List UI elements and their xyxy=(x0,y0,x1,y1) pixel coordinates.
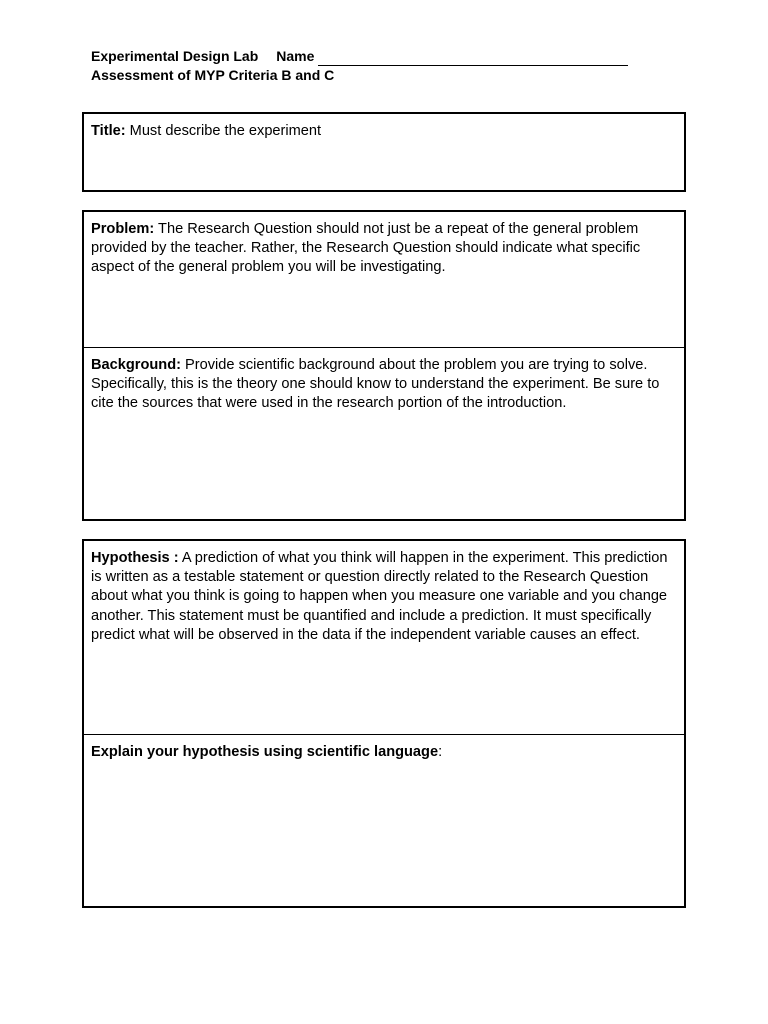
problem-label: Problem: xyxy=(91,221,155,237)
explain-colon: : xyxy=(438,744,443,760)
name-input-line[interactable] xyxy=(318,50,628,66)
title-description: Must describe the experiment xyxy=(125,123,322,139)
title-cell[interactable] xyxy=(84,114,684,190)
problem-cell[interactable] xyxy=(84,212,684,347)
background-cell[interactable] xyxy=(84,347,684,519)
header-title-line xyxy=(91,47,691,66)
assessment-subtitle: Assessment of MYP Criteria B and C xyxy=(91,67,335,83)
title-label: Title: xyxy=(91,123,126,139)
problem-background-box xyxy=(82,210,686,521)
background-label: Background: xyxy=(91,357,181,373)
hypothesis-cell[interactable] xyxy=(84,541,684,734)
hypothesis-label: Hypothesis : xyxy=(91,550,179,566)
hypothesis-description: A prediction of what you think will happen in the experiment. This prediction is written as a testable statement or question directly related to the Research Question about what you think is going to happen when you measure one variable and you change another. This statement must be quantified and include a prediction. It must specifically predict what will be observed in the data if the independent variable causes an effect. xyxy=(91,550,668,643)
name-label: Name xyxy=(276,48,315,64)
document-header xyxy=(91,47,691,85)
explain-cell[interactable] xyxy=(84,734,684,906)
title-box xyxy=(82,112,686,192)
background-description: Provide scientific background about the problem you are trying to solve. Specifically, this is the theory one should know to understand the experiment. Be sure to cite the sources that were used in the research portion of the introduction. xyxy=(91,357,660,412)
lab-title: Experimental Design Lab xyxy=(91,48,259,64)
hypothesis-box xyxy=(82,539,686,908)
problem-description: The Research Question should not just be a repeat of the general problem provided by the teacher. Rather, the Research Question should indicate what specific aspect of the general problem you will be investigating. xyxy=(91,221,641,276)
explain-label: Explain your hypothesis using scientific language xyxy=(91,744,439,760)
